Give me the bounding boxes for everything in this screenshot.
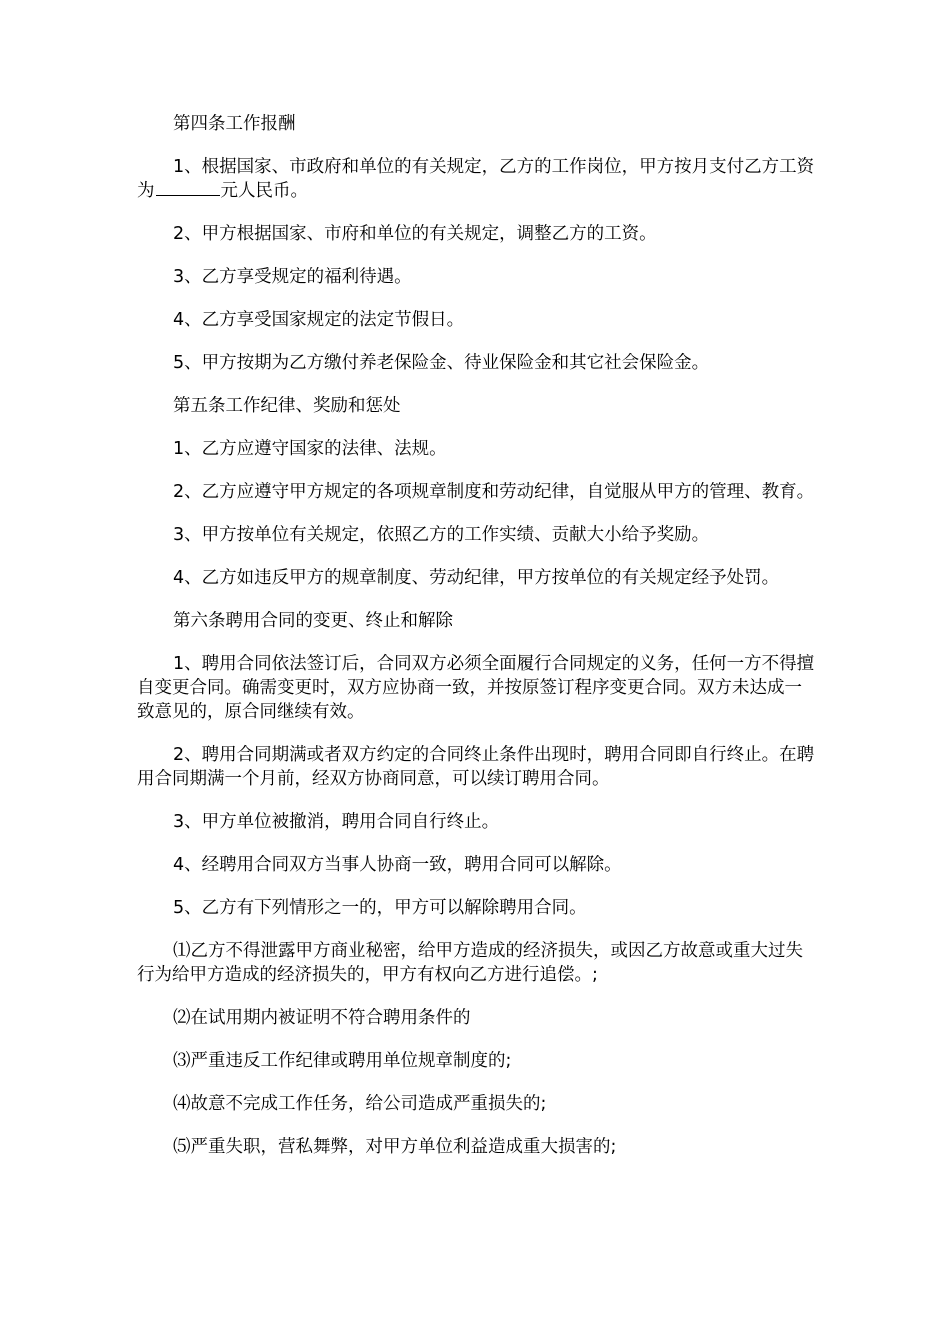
article-6-heading: 第六条聘用合同的变更、终止和解除 xyxy=(173,611,453,631)
article-4-clause-4: 4、乙方享受国家规定的法定节假日。 xyxy=(173,310,465,330)
article-5-clause-4: 4、乙方如违反甲方的规章制度、劳动纪律，甲方按单位的有关规定经予处罚。 xyxy=(173,568,780,588)
article-4-heading: 第四条工作报酬 xyxy=(173,114,296,134)
article-5-clause-3: 3、甲方按单位有关规定，依照乙方的工作实绩、贡献大小给予奖励。 xyxy=(173,525,710,545)
document-page xyxy=(137,112,817,1178)
article-5-clause-2: 2、乙方应遵守甲方规定的各项规章制度和劳动纪律，自觉服从甲方的管理、教育。 xyxy=(173,482,815,502)
salary-blank-line xyxy=(156,180,220,196)
article-6-clause-5-item-3: ⑶严重违反工作纪律或聘用单位规章制度的; xyxy=(173,1051,512,1071)
article-6-clause-5-item-4: ⑷故意不完成工作任务，给公司造成严重损失的; xyxy=(173,1094,547,1114)
clause-text-suffix: 元人民币。 xyxy=(220,181,308,201)
article-6-clause-5-item-2: ⑵在试用期内被证明不符合聘用条件的 xyxy=(173,1008,471,1028)
article-4-clause-1 xyxy=(137,155,817,203)
article-6-clause-2: 2、聘用合同期满或者双方约定的合同终止条件出现时，聘用合同即自行终止。在聘用合同期满一个月前，经双方协商同意，可以续订聘用合同。 xyxy=(137,745,815,789)
article-6-clause-4: 4、经聘用合同双方当事人协商一致，聘用合同可以解除。 xyxy=(173,855,622,875)
article-6-clause-1: 1、聘用合同依法签订后，合同双方必须全面履行合同规定的义务，任何一方不得擅自变更合同。确需变更时，双方应协商一致，并按原签订程序变更合同。双方未达成一致意见的，原合同继续有效。 xyxy=(137,654,815,722)
clause-text: 1、根据国家、市政府和单位的有关规定，乙方的工作岗位，甲方按月支付乙方工资为 xyxy=(137,157,815,201)
article-6-clause-3: 3、甲方单位被撤消，聘用合同自行终止。 xyxy=(173,812,500,832)
article-4-clause-3: 3、乙方享受规定的福利待遇。 xyxy=(173,267,412,287)
article-4-clause-2: 2、甲方根据国家、市府和单位的有关规定，调整乙方的工资。 xyxy=(173,224,657,244)
article-4-clause-5: 5、甲方按期为乙方缴付养老保险金、待业保险金和其它社会保险金。 xyxy=(173,353,710,373)
article-5-clause-1: 1、乙方应遵守国家的法律、法规。 xyxy=(173,439,447,459)
article-6-clause-5-item-1: ⑴乙方不得泄露甲方商业秘密，给甲方造成的经济损失，或因乙方故意或重大过失行为给甲方造成的经济损失的，甲方有权向乙方进行追偿。; xyxy=(137,941,803,985)
article-6-clause-5: 5、乙方有下列情形之一的，甲方可以解除聘用合同。 xyxy=(173,898,587,918)
article-5-heading: 第五条工作纪律、奖励和惩处 xyxy=(173,396,401,416)
article-6-clause-5-item-5: ⑸严重失职，营私舞弊，对甲方单位利益造成重大损害的; xyxy=(173,1137,617,1157)
